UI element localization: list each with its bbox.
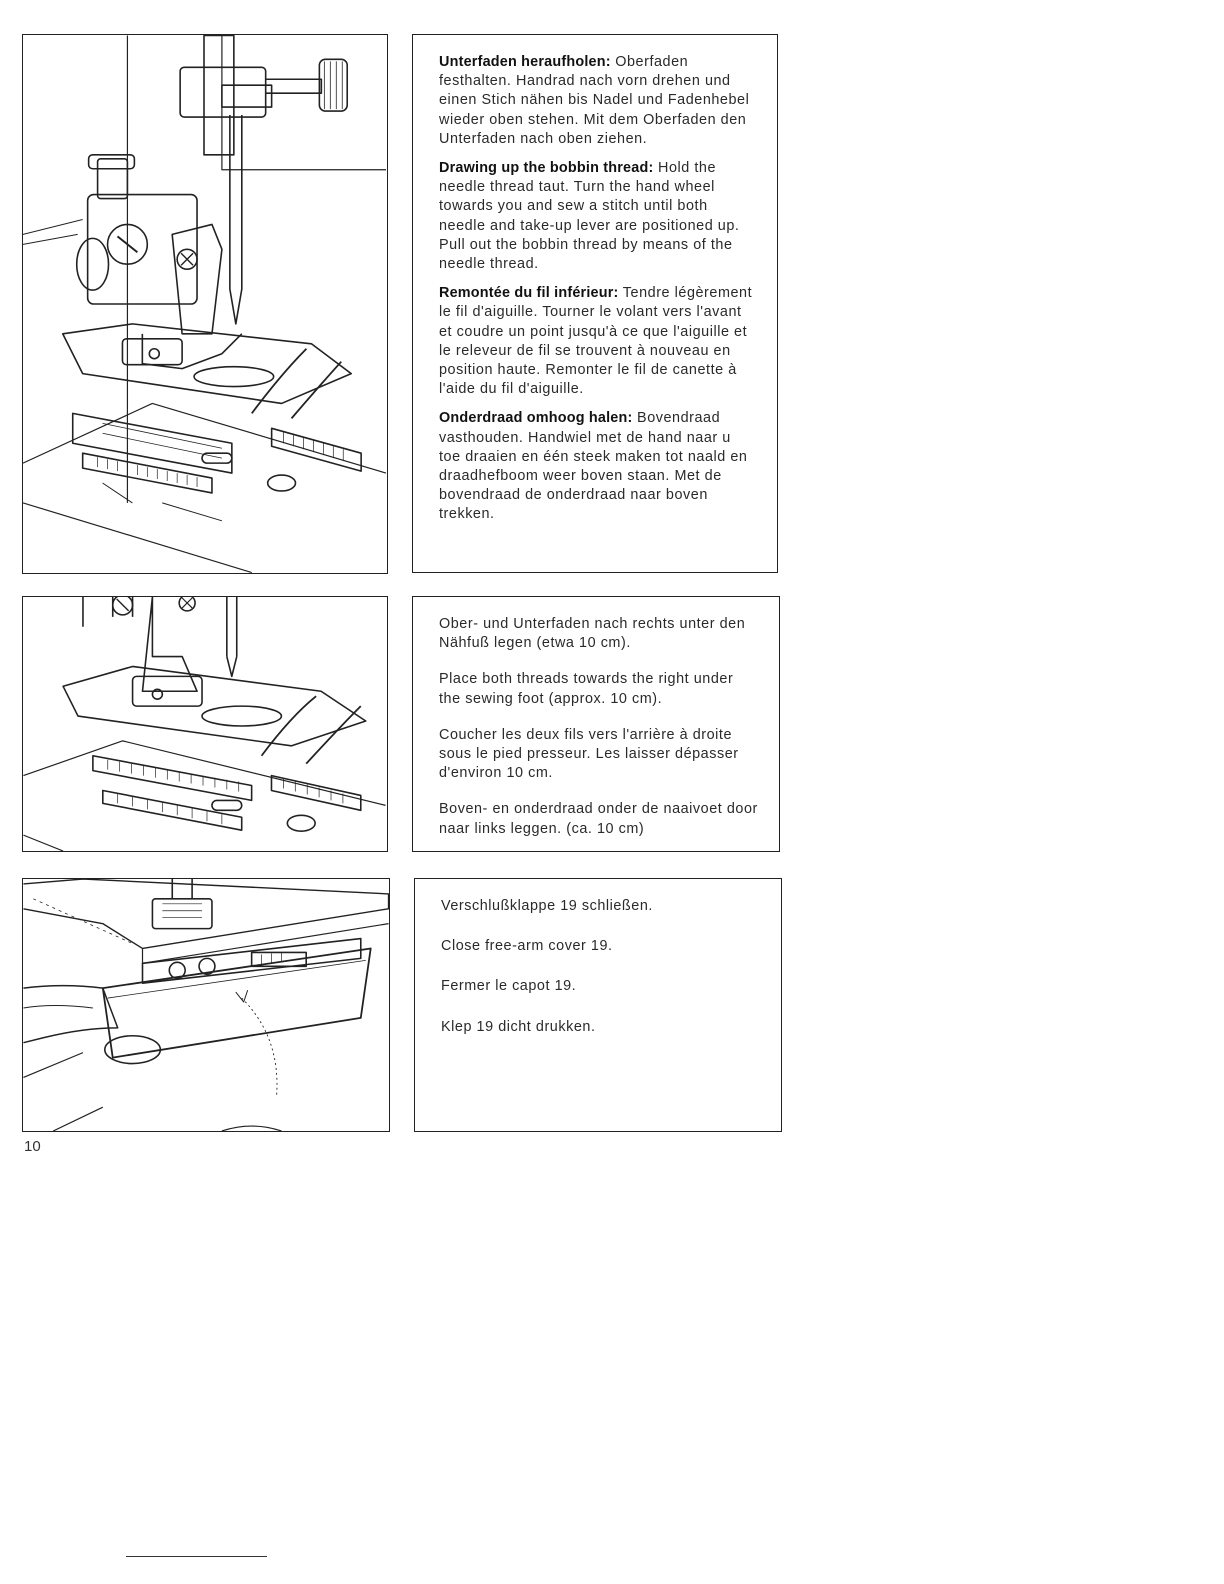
sewing-foot-threads-drawing [23, 597, 387, 851]
paragraph-en: Place both threads towards the right under the sewing foot (approx. 10 cm). [439, 671, 734, 707]
paragraph-de [439, 53, 757, 149]
paragraph-nl: Klep 19 dicht drukken. [441, 1018, 596, 1035]
paragraph-fr: Fermer le capot 19. [441, 978, 577, 995]
free-arm-cover-drawing [23, 879, 389, 1131]
footer-rule [126, 1556, 267, 1557]
paragraph-nl: Boven- en onderdraad onder de naaivoet door naar links leggen. (ca. 10 cm) [439, 801, 758, 837]
paragraph-fr [439, 284, 757, 399]
instruction-box-threads-under-foot [412, 596, 780, 852]
paragraph-nl [439, 409, 757, 524]
illustration-threads-under-foot [22, 596, 388, 852]
text-nl: Bovendraad vasthouden. Handwiel met de hand naar u toe draaien en één steek maken tot naald en draadhefboom weer boven staan. Met de bovendraad de onderdraad naar boven trekken. [439, 410, 748, 523]
paragraph-fr: Coucher les deux fils vers l'arrière à droite sous le pied presseur. Les laisser dépasser d'environ 10 cm. [439, 726, 739, 782]
paragraph-en [439, 159, 757, 274]
sewing-foot-needle-drawing [23, 35, 387, 573]
instruction-box-close-cover [414, 878, 782, 1132]
heading-nl: Onderdraad omhoog halen: [439, 410, 633, 427]
text-de: Oberfaden festhalten. Handrad nach vorn drehen und einen Stich nähen bis Nadel und Fadenhebel wieder oben stehen. Mit dem Oberfaden den Unterfaden nach oben ziehen. [439, 54, 750, 147]
text-fr: Tendre légèrement le fil d'aiguille. Tourner le volant vers l'avant et coudre un point jusqu'à ce que l'aiguille et le releveur de fil se trouvent à nouveau en position haute. Remonter le fil de canette à l'aide du fil d'aiguille. [439, 285, 753, 398]
paragraph-de: Ober- und Unterfaden nach rechts unter den Nähfuß legen (etwa 10 cm). [439, 616, 746, 652]
text-en: Hold the needle thread taut. Turn the hand wheel towards you and sew a stitch until both needle and take-up lever are positioned up. Pull out the bobbin thread by means of the needle thread. [439, 160, 740, 273]
page-number: 10 [24, 1138, 41, 1155]
paragraph-en: Close free-arm cover 19. [441, 938, 613, 955]
heading-en: Drawing up the bobbin thread: [439, 160, 654, 177]
paragraph-de: Verschlußklappe 19 schließen. [441, 898, 653, 914]
heading-fr: Remontée du fil inférieur: [439, 285, 619, 302]
heading-de: Unterfaden heraufholen: [439, 54, 611, 70]
instruction-box-bobbin-thread [412, 34, 778, 573]
illustration-close-cover [22, 878, 390, 1132]
illustration-bobbin-thread [22, 34, 388, 574]
